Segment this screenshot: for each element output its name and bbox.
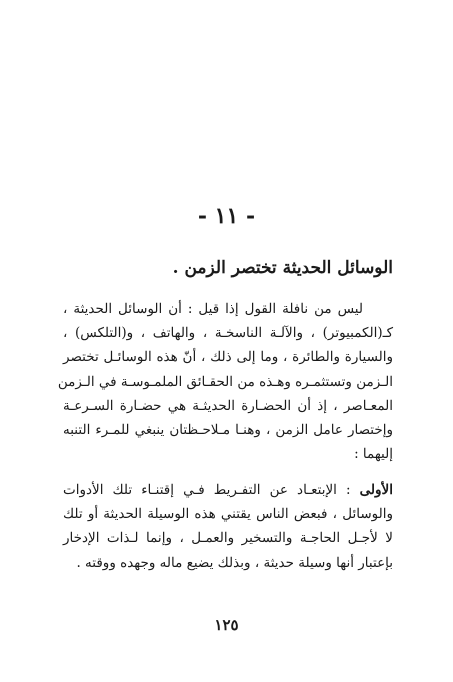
text-line-first bbox=[63, 478, 393, 502]
paragraph-intro bbox=[57, 297, 393, 466]
text-line: لا لأجـل الحاجـة والتسخير والعمـل ، وإنما لـذات الإدخار bbox=[63, 530, 393, 547]
section-number-marker: - ١١ - bbox=[197, 203, 256, 229]
text-line: المعـاصر ، إذ أن الحضـارة الحديثـة هي حضـارة السـرعـة bbox=[63, 397, 393, 414]
text-line: وإختصار عامل الزمن ، وهنـا مـلاحـظتان ينبغي للمـرء التنبه bbox=[63, 422, 393, 439]
note-text: : الإبتعـاد عن التفـريط فـي إقتنـاء تلك الأدوات bbox=[63, 482, 360, 498]
text-line: كـ(الكمبيوتر) ، والآلـة الناسخـة ، والهاتف ، و(التلكس) ، bbox=[63, 325, 393, 342]
text-line: والوسائل ، فبعض الناس يقتني هذه الوسيلة الحديثة أو تلك bbox=[63, 506, 393, 523]
text-line: الـزمن وتستثمـره وهـذه من الحقـائق الملمـوسـة في الـزمن bbox=[57, 373, 393, 390]
section-heading: الوسائل الحديثة تختصر الزمن . bbox=[172, 258, 393, 278]
text-line: ليس من نافلة القول إذا قيل : أن الوسائل الحديثة ، bbox=[63, 301, 363, 317]
page-number: ١٢٥ bbox=[214, 616, 239, 634]
paragraph-first-note bbox=[63, 478, 393, 575]
note-label: الأولى bbox=[359, 482, 393, 498]
text-line: إليهما : bbox=[354, 446, 393, 463]
text-line: والسيارة والطائرة ، وما إلى ذلك ، أنّ هذه الوسائـل تختصر bbox=[63, 349, 393, 366]
text-line: بإعتبار أنها وسيلة حديثة ، وبذلك يضيع ماله وجهده ووقته . bbox=[76, 554, 393, 571]
